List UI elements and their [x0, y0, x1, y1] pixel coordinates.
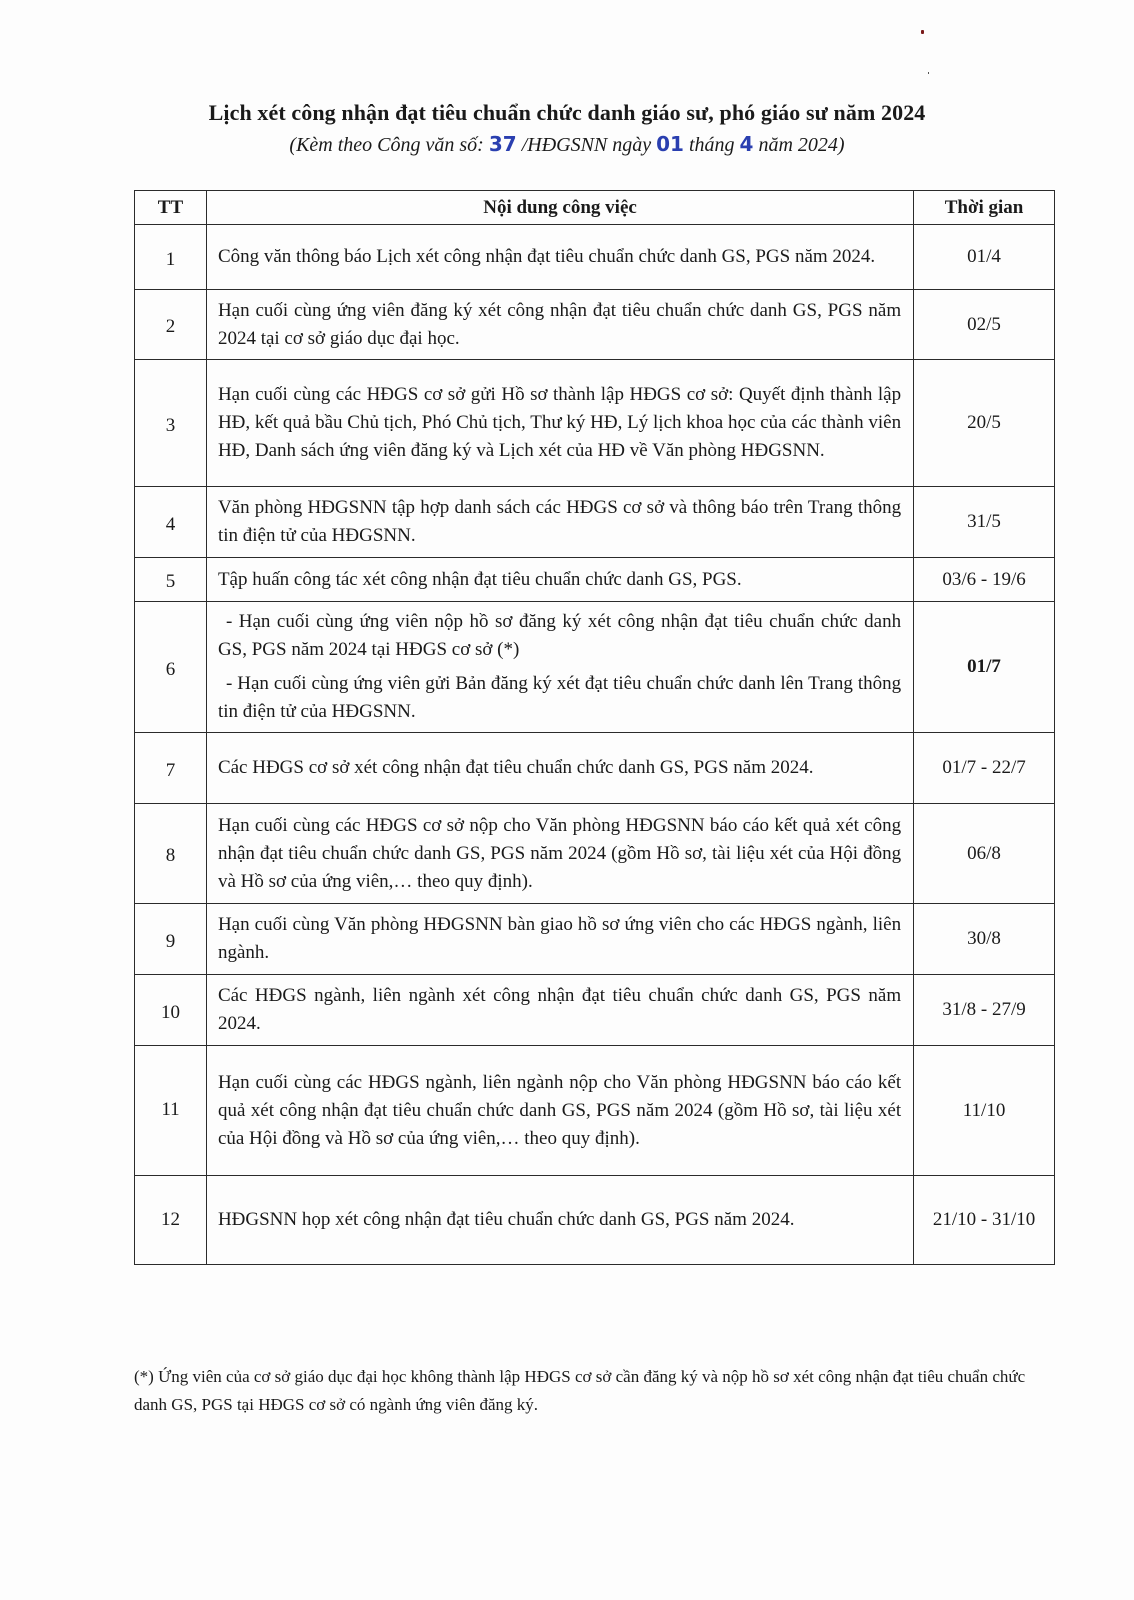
row-time: 06/8 — [914, 804, 1055, 904]
footnote: (*) Ứng viên của cơ sở giáo dục đại học không thành lập HĐGS cơ sở cần đăng ký và nộp hồ sơ xét công nhận đạt tiêu chuẩn chức danh GS, PGS tại HĐGS cơ sở có ngành ứng viên đăng ký. — [134, 1367, 1026, 1414]
schedule-table — [134, 190, 1055, 1265]
row-content-text: HĐGSNN họp xét công nhận đạt tiêu chuẩn chức danh GS, PGS năm 2024. — [217, 1209, 795, 1230]
row-content — [206, 360, 913, 487]
table-row — [135, 804, 1055, 904]
subtitle-text: /HĐGSNN ngày — [516, 134, 657, 156]
row-content-text: Văn phòng HĐGSNN tập hợp danh sách các HĐGS cơ sở và thông báo trên Trang thông tin điện tử của HĐGSNN. — [217, 497, 902, 546]
row-time: 03/6 - 19/6 — [914, 558, 1055, 602]
row-content-text: Các HĐGS ngành, liên ngành xét công nhận đạt tiêu chuẩn chức danh GS, PGS năm 2024. — [217, 985, 902, 1034]
scan-speck — [921, 30, 924, 34]
row-number: 6 — [135, 602, 207, 733]
row-time: 30/8 — [914, 904, 1055, 975]
row-number: 1 — [135, 225, 207, 290]
table-row — [135, 290, 1055, 360]
subtitle-text: năm 2024) — [753, 134, 845, 156]
row-number: 10 — [135, 975, 207, 1046]
row-content — [206, 975, 913, 1046]
row-content — [206, 804, 913, 904]
table-row — [135, 558, 1055, 602]
row-time: 20/5 — [914, 360, 1055, 487]
table-row — [135, 487, 1055, 558]
row-time: 01/7 - 22/7 — [914, 733, 1055, 804]
subtitle-text: (Kèm theo Công văn số: — [289, 134, 489, 156]
row-content-text: Hạn cuối cùng Văn phòng HĐGSNN bàn giao hồ sơ ứng viên cho các HĐGS ngành, liên ngành. — [217, 914, 902, 963]
handwritten-doc-number: 37 — [488, 132, 517, 156]
row-content-text: - Hạn cuối cùng ứng viên gửi Bản đăng ký xét đạt tiêu chuẩn chức danh lên Trang thông tin điện tử của HĐGSNN. — [217, 673, 902, 722]
row-time: 01/4 — [914, 225, 1055, 290]
row-number: 12 — [135, 1176, 207, 1265]
row-content-text: Hạn cuối cùng các HĐGS ngành, liên ngành nộp cho Văn phòng HĐGSNN báo cáo kết quả xét công nhận đạt tiêu chuẩn chức danh GS, PGS năm 2024 (gồm Hồ sơ, tài liệu xét của Hội đồng và Hồ sơ của ứng viên,… theo quy định). — [217, 1071, 902, 1149]
row-content-text: Hạn cuối cùng ứng viên đăng ký xét công nhận đạt tiêu chuẩn chức danh GS, PGS năm 2024 tại cơ sở giáo dục đại học. — [217, 299, 902, 349]
row-number: 2 — [135, 290, 207, 360]
header-tt: TT — [135, 191, 207, 225]
scan-speck — [928, 72, 929, 74]
row-content — [206, 602, 913, 733]
row-content-text: Các HĐGS cơ sở xét công nhận đạt tiêu chuẩn chức danh GS, PGS năm 2024. — [217, 757, 814, 778]
row-content — [206, 1176, 913, 1265]
header-content: Nội dung công việc — [206, 191, 913, 225]
row-number: 11 — [135, 1046, 207, 1176]
table-row — [135, 904, 1055, 975]
row-content — [206, 487, 913, 558]
row-content — [206, 733, 913, 804]
row-time: 01/7 — [914, 602, 1055, 733]
row-content-text: - Hạn cuối cùng ứng viên nộp hồ sơ đăng ký xét công nhận đạt tiêu chuẩn chức danh GS, PGS năm 2024 tại HĐGS cơ sở (*) — [217, 611, 902, 660]
row-number: 3 — [135, 360, 207, 487]
row-time: 31/8 - 27/9 — [914, 975, 1055, 1046]
document-title: Lịch xét công nhận đạt tiêu chuẩn chức danh giáo sư, phó giáo sư năm 2024 — [208, 100, 926, 125]
row-time: 02/5 — [914, 290, 1055, 360]
row-content — [206, 1046, 913, 1176]
handwritten-day: 01 — [656, 132, 684, 156]
row-content-text: Hạn cuối cùng các HĐGS cơ sở nộp cho Văn phòng HĐGSNN báo cáo kết quả xét công nhận đạt tiêu chuẩn chức danh GS, PGS năm 2024 (gồm Hồ sơ, tài liệu xét của Hội đồng và Hồ sơ của ứng viên,… theo quy định). — [217, 814, 902, 892]
header-time: Thời gian — [914, 191, 1055, 225]
table-row — [135, 1046, 1055, 1176]
table-row — [135, 225, 1055, 290]
table-row — [135, 360, 1055, 487]
table-row — [135, 975, 1055, 1046]
table-row — [135, 733, 1055, 804]
row-time: 21/10 - 31/10 — [914, 1176, 1055, 1265]
table-row — [135, 1176, 1055, 1265]
row-content-text: Tập huấn công tác xét công nhận đạt tiêu chuẩn chức danh GS, PGS. — [217, 568, 742, 590]
table-row — [135, 602, 1055, 733]
row-content — [206, 558, 913, 602]
document-subtitle — [0, 132, 1134, 157]
row-number: 4 — [135, 487, 207, 558]
row-content-text: Hạn cuối cùng các HĐGS cơ sở gửi Hồ sơ thành lập HĐGS cơ sở: Quyết định thành lập HĐ, kết quả bầu Chủ tịch, Phó Chủ tịch, Thư ký HĐ, Lý lịch khoa học của các thành viên HĐ, Danh sách ứng viên đăng ký và Lịch xét của HĐ về Văn phòng HĐGSNN. — [217, 384, 902, 461]
row-number: 5 — [135, 558, 207, 602]
handwritten-month: 4 — [739, 132, 754, 156]
row-number: 8 — [135, 804, 207, 904]
row-content — [206, 904, 913, 975]
table-header-row — [135, 191, 1055, 225]
row-time: 31/5 — [914, 487, 1055, 558]
row-number: 7 — [135, 733, 207, 804]
row-content — [206, 290, 913, 360]
row-content — [206, 225, 913, 290]
row-number: 9 — [135, 904, 207, 975]
subtitle-text: tháng — [683, 134, 740, 156]
row-content-text: Công văn thông báo Lịch xét công nhận đạt tiêu chuẩn chức danh GS, PGS năm 2024. — [217, 246, 876, 267]
row-time: 11/10 — [914, 1046, 1055, 1176]
